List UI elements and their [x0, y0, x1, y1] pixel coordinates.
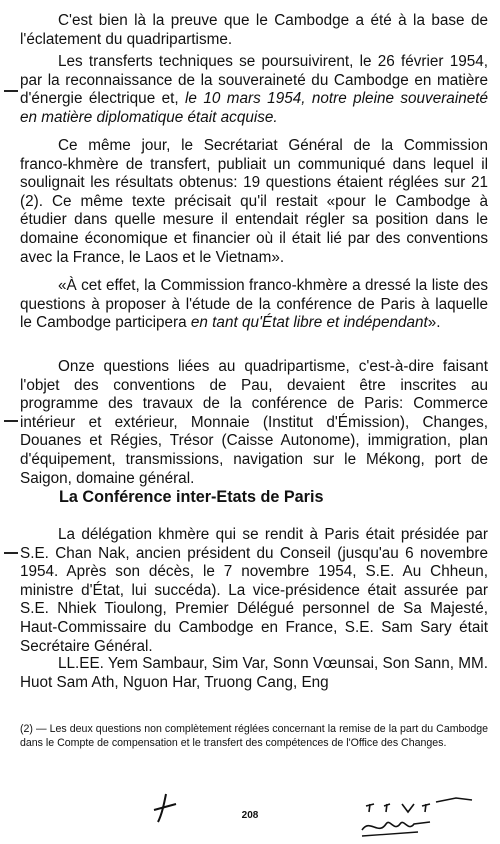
paragraph-7: LL.EE. Yem Sambaur, Sim Var, Sonn Vœunsai, Son Sann, MM. Huot Sam Ath, Nguon Har, Truong Cang, Eng — [20, 655, 488, 691]
paragraph-5: Onze questions liées au quadripartisme, c'est-à-dire faisant l'objet des conventions de Pau, devaient être inscrites au programme des travaux de la conférence de Paris: Commerce intérieur et extérieur, Monnaie (Institut d'Émission), Changes, Douanes et Régies, Trésor (Caisse Autonome), immigration, plan d'équipement, transmissions, navigation sur le Mékong, port de Saigon, domaine général. — [20, 358, 488, 487]
margin-mark — [4, 420, 18, 422]
paragraph-3: Ce même jour, le Secrétariat Général de la Commission franco-khmère de transfert, publiait un communiqué dans lequel il soulignait les résultats obtenus: 19 questions étaient réglées sur 21 (2). Ce même texte précisait qu'il restait «pour le Cambodge à étudier dans quelle mesure il entendait régler sa position dans le domaine économique et financier où il était lié par des conventions avec la France, le Laos et le Vietnam». — [20, 137, 488, 266]
paragraph-4: «À cet effet, la Commission franco-khmère a dressé la liste des questions à proposer à l'étude de la conférence de Paris à laquelle le Cambodge participera en tant qu'État libre et indépendant». — [20, 277, 488, 332]
section-heading: La Conférence inter-Etats de Paris — [59, 488, 324, 506]
paragraph-1: C'est bien là la preuve que le Cambodge a été à la base de l'éclatement du quadripartisme. — [20, 12, 488, 48]
page-number: 208 — [241, 810, 259, 821]
margin-mark — [4, 90, 18, 92]
paragraph-2-italic: le 10 mars 1954, notre pleine souveraineté en matière diplomatique était acquise. — [20, 90, 488, 126]
paragraph-6: La délégation khmère qui se rendit à Paris était présidée par S.E. Chan Nak, ancien président du Conseil (jusqu'au 6 novembre 1954. Après son décès, le 7 novembre 1954, S.E. Au Chheun, ministre d'État, lui succéda). La vice-présidence était assurée par S.E. Nhiek Tioulong, Premier Délégué personnel de Sa Majesté, Haut-Commissaire du Cambodge en France, S.E. Sam Sary était Secrétaire Général. — [20, 526, 488, 655]
paragraph-4-italic: en tant qu'État libre et indépendant — [190, 314, 428, 332]
margin-mark — [4, 552, 18, 554]
footnote: (2) — Les deux questions non complètement réglées concernant la remise de la part du Cambodge dans le Compte de compensation et le transfert des compétences de l'Office des Changes. — [20, 723, 488, 749]
handwritten-cross-mark — [150, 790, 180, 824]
paragraph-2: Les transferts techniques se poursuivirent, le 26 février 1954, par la reconnaissance de la souveraineté du Cambodge en matière d'énergie électrique et, le 10 mars 1954, notre pleine souveraineté en matière diplomatique était acquise. — [20, 53, 488, 126]
handwritten-signature — [360, 794, 490, 840]
